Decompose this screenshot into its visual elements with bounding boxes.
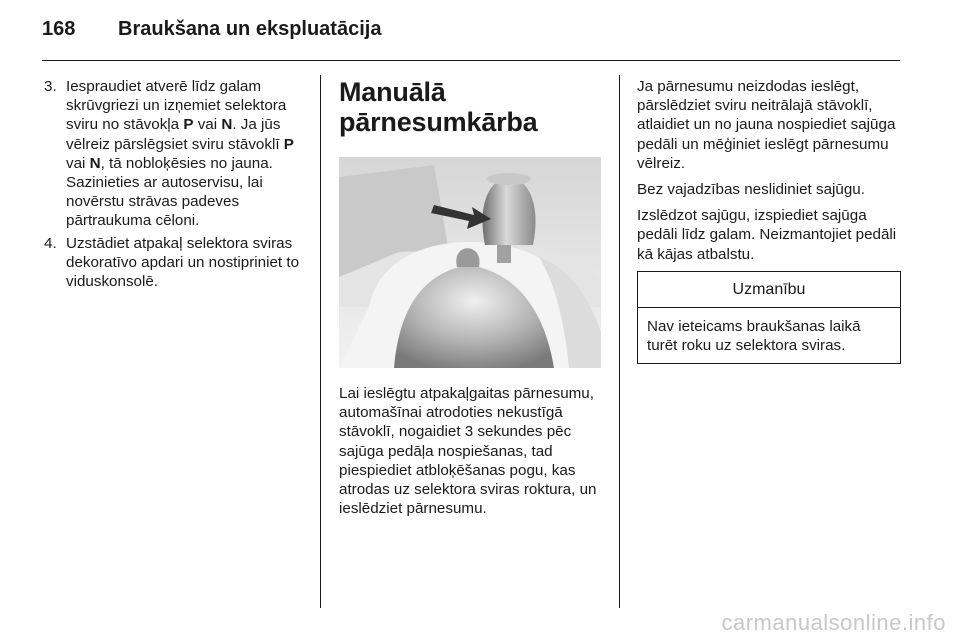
header-rule: [42, 60, 900, 61]
body-paragraph: Lai ieslēgtu atpakaļgaitas pārnesumu, automašīnai atrodoties nekustīgā stāvoklī, nogaidiet 3 sekundes pēc sajūga pedāļa nospiešanas, tad piespiediet atbloķēšanas pogu, kas atrodas uz selektora sviras roktura, un ieslēdziet pārnesumu.: [339, 385, 597, 518]
caution-heading: Uzmanību: [638, 272, 900, 308]
page-header: [42, 18, 381, 41]
body-paragraph: Ja pārnesumu neizdodas ieslēgt, pārslēdziet sviru neitrālajā stāvoklī, atlaidiet un no jauna nospiediet sajūga pedāli un mēģiniet ieslēgt pārnesumu vēlreiz.: [637, 78, 896, 172]
list-item: [44, 77, 312, 231]
page-number: 168: [42, 18, 76, 40]
left-column: [44, 77, 312, 294]
gear-shift-icon: [339, 157, 601, 368]
list-item-text: Uzstādiet atpakaļ selektora sviras dekoratīvo apdari un nostipriniet to viduskonsolē.: [66, 234, 300, 291]
body-paragraph: Bez vajadzības neslidiniet sajūgu.: [637, 181, 865, 199]
middle-column: [339, 77, 601, 518]
caution-text: Nav ieteicams braukšanas laikā turēt roku uz selektora sviras.: [647, 318, 861, 355]
chapter-title: Braukšana un ekspluatācija: [118, 18, 382, 40]
list-item: [44, 234, 312, 292]
watermark: carmanualsonline.info: [721, 610, 946, 635]
list-item-number: 3.: [44, 78, 57, 95]
list-item-number: 4.: [44, 234, 57, 252]
column-divider-right: [619, 75, 620, 608]
column-divider-left: [320, 75, 321, 608]
list-item-text: Iespraudiet atverē līdz galam skrūvgriezi un izņemiet selektora sviru no stāvokļa P vai N. Ja jūs vēlreiz pārslēgsiet sviru stāvoklī P vai N, tā nobloķēsies no jauna. Sazinieties ar autoservisu, lai novērstu strāvas padeves pārtraukuma cēloni.: [66, 78, 294, 230]
right-column: [637, 77, 903, 364]
body-paragraph: Izslēdzot sajūgu, izspiediet sajūga pedāli līdz galam. Neizmantojiet pedāli kā kājas atbalstu.: [637, 207, 897, 263]
section-title: Manuālā pārnesumkārba: [339, 77, 538, 137]
caution-notice: [637, 271, 901, 365]
gear-shift-illustration: [339, 157, 601, 368]
